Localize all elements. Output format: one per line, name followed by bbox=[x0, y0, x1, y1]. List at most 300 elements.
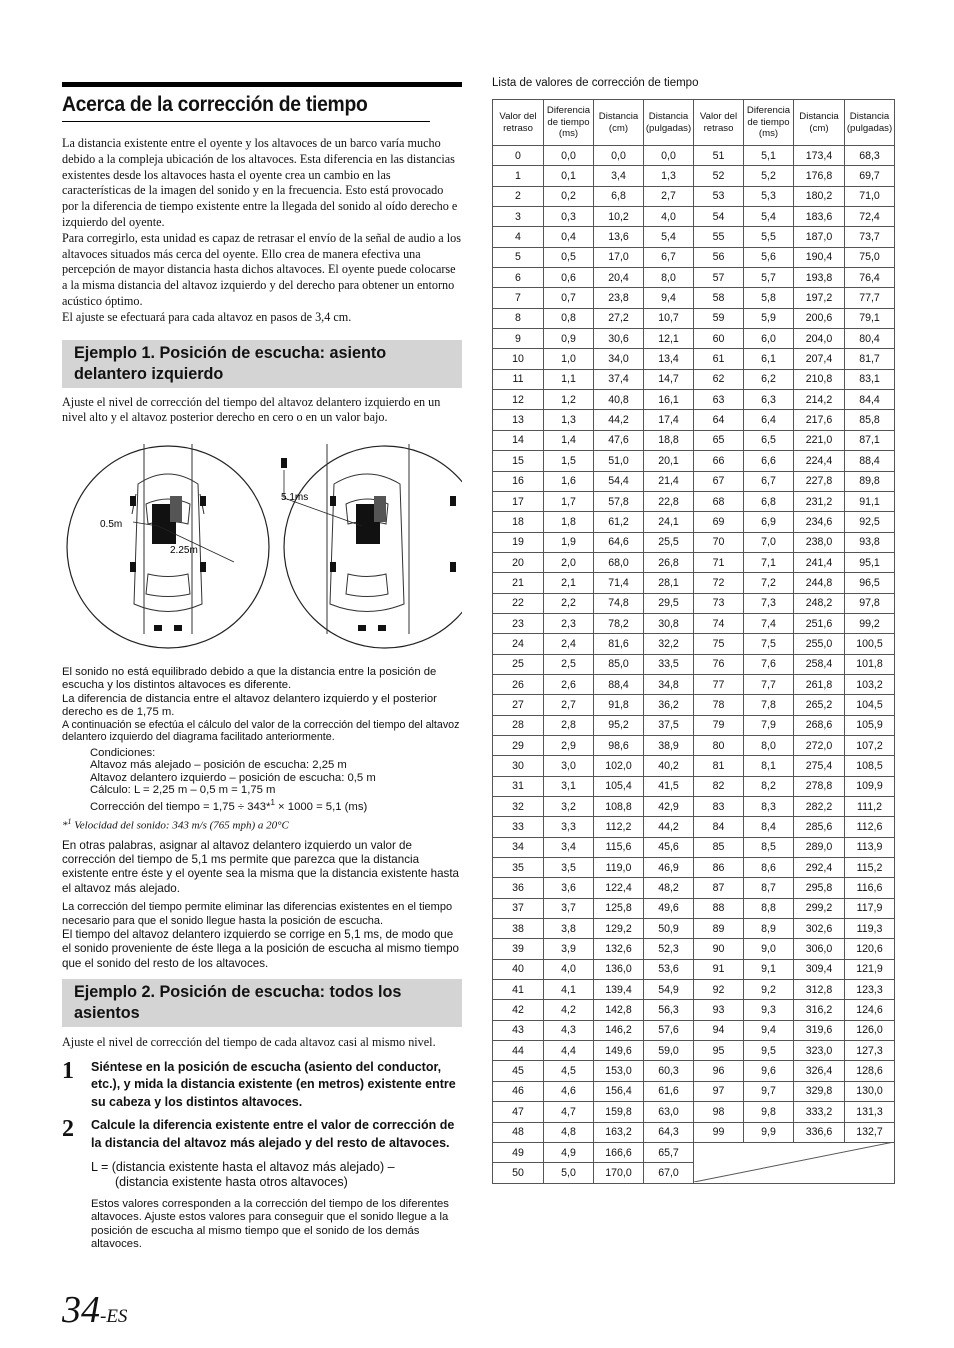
table-cell: 74 bbox=[694, 613, 744, 633]
step-text: Siéntese en la posición de escucha (asiento del conductor, etc.), y mida la distancia existente (en metros) existente entre su cabeza y los distintos altavoces. bbox=[91, 1059, 456, 1109]
table-row bbox=[493, 491, 895, 511]
table-cell: 85,0 bbox=[594, 654, 644, 674]
table-cell: 1,4 bbox=[544, 430, 594, 450]
calc-prefix: Corrección del tiempo = 1,75 ÷ 343* bbox=[90, 800, 271, 813]
table-cell: 58 bbox=[694, 288, 744, 308]
table-cell: 193,8 bbox=[794, 268, 845, 288]
table-cell: 84,4 bbox=[845, 390, 895, 410]
table-cell: 4,4 bbox=[544, 1041, 594, 1061]
example2-text: Ajuste el nivel de corrección del tiempo de cada altavoz casi al mismo nivel. bbox=[62, 1034, 436, 1049]
table-cell: 54,4 bbox=[594, 471, 644, 491]
table-cell: 68,3 bbox=[845, 146, 895, 166]
table-cell: 113,9 bbox=[845, 837, 895, 857]
table-cell: 12 bbox=[493, 390, 544, 410]
table-cell: 1,8 bbox=[544, 512, 594, 532]
table-row bbox=[493, 308, 895, 328]
table-cell: 25,5 bbox=[644, 532, 694, 552]
table-cell: 4,9 bbox=[544, 1142, 594, 1162]
table-cell: 2,0 bbox=[544, 552, 594, 572]
table-cell: 68 bbox=[694, 491, 744, 511]
table-cell: 18 bbox=[493, 512, 544, 532]
table-cell: 0,7 bbox=[544, 288, 594, 308]
table-cell: 84 bbox=[694, 817, 744, 837]
table-cell: 7,8 bbox=[744, 695, 794, 715]
table-cell: 4,0 bbox=[644, 207, 694, 227]
table-cell: 146,2 bbox=[594, 1020, 644, 1040]
table-cell: 127,3 bbox=[845, 1041, 895, 1061]
table-cell: 45 bbox=[493, 1061, 544, 1081]
table-cell: 24 bbox=[493, 634, 544, 654]
calc-sup: 1 bbox=[270, 797, 275, 807]
table-row bbox=[493, 186, 895, 206]
table-cell: 265,2 bbox=[794, 695, 845, 715]
table-cell: 61,2 bbox=[594, 512, 644, 532]
table-cell: 96 bbox=[694, 1061, 744, 1081]
table-cell: 1,7 bbox=[544, 491, 594, 511]
table-cell: 25 bbox=[493, 654, 544, 674]
table-cell: 7,1 bbox=[744, 552, 794, 572]
table-cell: 104,5 bbox=[845, 695, 895, 715]
table-cell: 4,7 bbox=[544, 1102, 594, 1122]
table-cell: 32 bbox=[493, 797, 544, 817]
table-row bbox=[493, 715, 895, 735]
table-cell: 2,2 bbox=[544, 593, 594, 613]
table-cell: 87,1 bbox=[845, 430, 895, 450]
table-cell: 64 bbox=[694, 410, 744, 430]
table-row bbox=[493, 451, 895, 471]
table-cell: 3,9 bbox=[544, 939, 594, 959]
table-cell: 2,7 bbox=[544, 695, 594, 715]
table-cell: 336,6 bbox=[794, 1122, 845, 1142]
empty-cell-diagonal bbox=[694, 1142, 894, 1182]
table-cell: 19 bbox=[493, 532, 544, 552]
table-cell: 31 bbox=[493, 776, 544, 796]
table-cell: 124,6 bbox=[845, 1000, 895, 1020]
table-cell: 99,2 bbox=[845, 613, 895, 633]
table-cell: 115,2 bbox=[845, 858, 895, 878]
table-cell: 91 bbox=[694, 959, 744, 979]
table-cell: 16 bbox=[493, 471, 544, 491]
table-cell: 80,4 bbox=[845, 329, 895, 349]
table-cell: 3,3 bbox=[544, 817, 594, 837]
table-cell: 10,7 bbox=[644, 308, 694, 328]
header-cell: Diferencia de tiempo (ms) bbox=[544, 100, 594, 146]
table-cell: 54,9 bbox=[644, 980, 694, 1000]
table-cell: 57,8 bbox=[594, 491, 644, 511]
table-cell: 108,8 bbox=[594, 797, 644, 817]
table-cell: 57,6 bbox=[644, 1020, 694, 1040]
table-row bbox=[493, 593, 895, 613]
table-cell: 200,6 bbox=[794, 308, 845, 328]
table-cell: 278,8 bbox=[794, 776, 845, 796]
table-cell: 41,5 bbox=[644, 776, 694, 796]
table-row bbox=[493, 1000, 895, 1020]
table-cell: 5,5 bbox=[744, 227, 794, 247]
header-cell: Distancia (pulgadas) bbox=[644, 100, 694, 146]
table-cell: 44 bbox=[493, 1041, 544, 1061]
table-cell: 2,7 bbox=[644, 186, 694, 206]
header-cell: Valor del retraso bbox=[493, 100, 544, 146]
table-cell: 33 bbox=[493, 817, 544, 837]
table-cell: 56,3 bbox=[644, 1000, 694, 1020]
table-cell: 5 bbox=[493, 247, 544, 267]
table-cell: 4,6 bbox=[544, 1081, 594, 1101]
step-number: 2 bbox=[62, 1116, 74, 1143]
table-row bbox=[493, 735, 895, 755]
table-cell: 3,2 bbox=[544, 797, 594, 817]
table-cell: 5,8 bbox=[744, 288, 794, 308]
table-cell: 65 bbox=[694, 430, 744, 450]
table-cell: 89 bbox=[694, 919, 744, 939]
table-cell: 71,0 bbox=[845, 186, 895, 206]
table-cell: 1,6 bbox=[544, 471, 594, 491]
table-row bbox=[493, 390, 895, 410]
table-cell: 73,7 bbox=[845, 227, 895, 247]
table-cell: 173,4 bbox=[794, 146, 845, 166]
table-cell: 9,2 bbox=[744, 980, 794, 1000]
table-cell: 3,1 bbox=[544, 776, 594, 796]
table-cell: 13,4 bbox=[644, 349, 694, 369]
table-cell: 6,0 bbox=[744, 329, 794, 349]
table-cell: 0,8 bbox=[544, 308, 594, 328]
table-cell: 8,2 bbox=[744, 776, 794, 796]
table-cell: 9,9 bbox=[744, 1122, 794, 1142]
table-cell: 7 bbox=[493, 288, 544, 308]
table-row bbox=[493, 898, 895, 918]
table-cell: 6,7 bbox=[644, 247, 694, 267]
table-cell: 316,2 bbox=[794, 1000, 845, 1020]
table-cell: 326,4 bbox=[794, 1061, 845, 1081]
table-cell: 1,3 bbox=[544, 410, 594, 430]
table-cell: 1,2 bbox=[544, 390, 594, 410]
table-cell: 6,1 bbox=[744, 349, 794, 369]
table-row bbox=[493, 207, 895, 227]
table-cell: 166,6 bbox=[594, 1142, 644, 1162]
table-cell: 309,4 bbox=[794, 959, 845, 979]
table-cell: 4,0 bbox=[544, 959, 594, 979]
car-diagram-svg bbox=[62, 434, 462, 656]
table-cell: 32,2 bbox=[644, 634, 694, 654]
calculation-line bbox=[90, 797, 462, 813]
table-cell: 9,3 bbox=[744, 1000, 794, 1020]
table-cell: 2,6 bbox=[544, 674, 594, 694]
footnote-mark: * bbox=[62, 819, 68, 832]
table-cell: 136,0 bbox=[594, 959, 644, 979]
table-cell: 18,8 bbox=[644, 430, 694, 450]
table-cell: 6,7 bbox=[744, 471, 794, 491]
table-cell: 67 bbox=[694, 471, 744, 491]
example1-p5: La corrección del tiempo permite eliminar las diferencias existentes en el tiempo necesario para que el sonido llegue hasta la posición de escucha. bbox=[62, 900, 453, 927]
table-cell: 38,9 bbox=[644, 735, 694, 755]
table-cell: 59,0 bbox=[644, 1041, 694, 1061]
table-cell: 82 bbox=[694, 776, 744, 796]
table-cell: 26 bbox=[493, 674, 544, 694]
table-cell: 312,8 bbox=[794, 980, 845, 1000]
table-cell: 9,4 bbox=[744, 1020, 794, 1040]
table-cell: 53 bbox=[694, 186, 744, 206]
example1-text: Ajuste el nivel de corrección del tiempo del altavoz delantero izquierdo en un nivel alto y el altavoz posterior derecho en cero o en un valor bajo. bbox=[62, 394, 441, 425]
table-cell: 28,1 bbox=[644, 573, 694, 593]
table-cell: 50 bbox=[493, 1163, 544, 1183]
table-cell: 24,1 bbox=[644, 512, 694, 532]
table-cell: 3,6 bbox=[544, 878, 594, 898]
table-cell: 9,4 bbox=[644, 288, 694, 308]
table-cell: 46,9 bbox=[644, 858, 694, 878]
speaker-diagram bbox=[62, 434, 462, 656]
table-cell: 30,8 bbox=[644, 613, 694, 633]
table-cell: 13 bbox=[493, 410, 544, 430]
label-2-25m: 2.25m bbox=[170, 545, 198, 557]
table-cell: 109,9 bbox=[845, 776, 895, 796]
table-cell: 126,0 bbox=[845, 1020, 895, 1040]
table-cell: 101,8 bbox=[845, 654, 895, 674]
table-cell: 0,6 bbox=[544, 268, 594, 288]
table-header-row bbox=[493, 100, 895, 146]
table-cell: 282,2 bbox=[794, 797, 845, 817]
intro-paragraph: El ajuste se efectuará para cada altavoz en pasos de 3,4 cm. bbox=[62, 309, 352, 324]
table-cell: 89,8 bbox=[845, 471, 895, 491]
table-cell: 47 bbox=[493, 1102, 544, 1122]
table-cell: 83 bbox=[694, 797, 744, 817]
table-cell: 61 bbox=[694, 349, 744, 369]
table-cell: 97,8 bbox=[845, 593, 895, 613]
table-cell: 7,4 bbox=[744, 613, 794, 633]
table-cell: 39 bbox=[493, 939, 544, 959]
table-cell: 132,6 bbox=[594, 939, 644, 959]
table-cell: 78 bbox=[694, 695, 744, 715]
table-row bbox=[493, 858, 895, 878]
table-cell: 244,8 bbox=[794, 573, 845, 593]
correction-table bbox=[492, 99, 895, 1184]
speakers-right bbox=[281, 458, 456, 631]
table-cell: 323,0 bbox=[794, 1041, 845, 1061]
intro-paragraph: Para corregirlo, esta unidad es capaz de retrasar el envío de la señal de audio a los altavoces situados más cerca del oyente. Ello crea de manera efectiva una percepción de mayor distancia hasta dichos altavoces. El oyente puede colocarse a la misma distancia del altavoz izquierdo y del derecho para obtener un entorno acústico óptimo. bbox=[62, 230, 461, 308]
table-cell: 1,5 bbox=[544, 451, 594, 471]
table-row bbox=[493, 674, 895, 694]
table-cell: 251,6 bbox=[794, 613, 845, 633]
table-cell: 95 bbox=[694, 1041, 744, 1061]
table-row bbox=[493, 268, 895, 288]
example1-p4: En otras palabras, asignar al altavoz delantero izquierdo un valor de corrección del tiempo de 5,1 ms permite que parezca que la distancia existente entre éste y el oyente sea la misma que la distancia existente hasta el altavoz más alejado. bbox=[62, 838, 459, 895]
table-row bbox=[493, 613, 895, 633]
table-cell: 38 bbox=[493, 919, 544, 939]
table-cell: 156,4 bbox=[594, 1081, 644, 1101]
table-row bbox=[493, 573, 895, 593]
footnote bbox=[62, 815, 462, 833]
table-row bbox=[493, 695, 895, 715]
table-cell: 5,4 bbox=[744, 207, 794, 227]
table-cell: 163,2 bbox=[594, 1122, 644, 1142]
listening-circle-left bbox=[67, 446, 269, 648]
table-row bbox=[493, 1081, 895, 1101]
table-row bbox=[493, 919, 895, 939]
table-row bbox=[493, 1102, 895, 1122]
table-cell: 6,8 bbox=[594, 186, 644, 206]
table-cell: 53,6 bbox=[644, 959, 694, 979]
table-cell: 5,6 bbox=[744, 247, 794, 267]
seat-right-2 bbox=[374, 496, 386, 522]
table-cell: 8,7 bbox=[744, 878, 794, 898]
table-cell: 3,4 bbox=[594, 166, 644, 186]
condition-line: Altavoz más alejado – posición de escucha: 2,25 m bbox=[90, 759, 347, 772]
table-cell: 43 bbox=[493, 1020, 544, 1040]
table-cell: 285,6 bbox=[794, 817, 845, 837]
table-cell: 258,4 bbox=[794, 654, 845, 674]
table-cell: 17,4 bbox=[644, 410, 694, 430]
table-cell: 52 bbox=[694, 166, 744, 186]
table-row bbox=[493, 1061, 895, 1081]
table-cell: 2,1 bbox=[544, 573, 594, 593]
table-cell: 6 bbox=[493, 268, 544, 288]
header-cell: Valor del retraso bbox=[694, 100, 744, 146]
table-cell: 77,7 bbox=[845, 288, 895, 308]
table-cell: 0,4 bbox=[544, 227, 594, 247]
table-cell: 306,0 bbox=[794, 939, 845, 959]
table-cell: 81 bbox=[694, 756, 744, 776]
footnote-sup: 1 bbox=[67, 817, 72, 827]
table-cell: 121,9 bbox=[845, 959, 895, 979]
table-cell: 72 bbox=[694, 573, 744, 593]
table-cell: 98,6 bbox=[594, 735, 644, 755]
table-cell: 63,0 bbox=[644, 1102, 694, 1122]
condition-line: Cálculo: L = 2,25 m – 0,5 m = 1,75 m bbox=[90, 784, 276, 797]
table-cell: 0 bbox=[493, 146, 544, 166]
page-number bbox=[62, 1288, 127, 1332]
table-cell: 238,0 bbox=[794, 532, 845, 552]
table-cell: 34,8 bbox=[644, 674, 694, 694]
table-cell: 130,0 bbox=[845, 1081, 895, 1101]
table-cell: 46 bbox=[493, 1081, 544, 1101]
table-cell: 0,3 bbox=[544, 207, 594, 227]
table-cell: 2,3 bbox=[544, 613, 594, 633]
table-cell: 272,0 bbox=[794, 735, 845, 755]
label-0-5m: 0.5m bbox=[100, 519, 123, 531]
table-cell: 120,6 bbox=[845, 939, 895, 959]
table-cell: 180,2 bbox=[794, 186, 845, 206]
table-cell: 214,2 bbox=[794, 390, 845, 410]
table-row bbox=[493, 146, 895, 166]
table-cell: 9,0 bbox=[744, 939, 794, 959]
table-cell: 105,4 bbox=[594, 776, 644, 796]
table-cell: 0,5 bbox=[544, 247, 594, 267]
table-cell: 52,3 bbox=[644, 939, 694, 959]
table-cell: 9,6 bbox=[744, 1061, 794, 1081]
table-cell: 42 bbox=[493, 1000, 544, 1020]
table-cell: 6,8 bbox=[744, 491, 794, 511]
table-cell: 8,0 bbox=[644, 268, 694, 288]
listening-circle-right bbox=[284, 446, 462, 648]
table-row bbox=[493, 837, 895, 857]
table-cell: 13,6 bbox=[594, 227, 644, 247]
table-cell: 231,2 bbox=[794, 491, 845, 511]
table-cell: 94 bbox=[694, 1020, 744, 1040]
table-cell: 302,6 bbox=[794, 919, 845, 939]
table-row bbox=[493, 878, 895, 898]
table-cell: 9,1 bbox=[744, 959, 794, 979]
table-cell: 8,6 bbox=[744, 858, 794, 878]
table-cell: 40,8 bbox=[594, 390, 644, 410]
table-cell: 87 bbox=[694, 878, 744, 898]
table-cell: 7,5 bbox=[744, 634, 794, 654]
table-cell: 183,6 bbox=[794, 207, 845, 227]
table-cell: 119,3 bbox=[845, 919, 895, 939]
table-cell: 5,4 bbox=[644, 227, 694, 247]
table-cell: 40,2 bbox=[644, 756, 694, 776]
table-cell: 100,5 bbox=[845, 634, 895, 654]
table-cell: 5,2 bbox=[744, 166, 794, 186]
table-row bbox=[493, 430, 895, 450]
conditions-block bbox=[90, 747, 462, 813]
header-cell: Distancia (cm) bbox=[794, 100, 845, 146]
table-cell: 2,9 bbox=[544, 735, 594, 755]
table-cell: 8 bbox=[493, 308, 544, 328]
table-cell: 0,1 bbox=[544, 166, 594, 186]
table-cell: 7,3 bbox=[744, 593, 794, 613]
table-cell: 119,0 bbox=[594, 858, 644, 878]
table-cell: 289,0 bbox=[794, 837, 845, 857]
table-cell: 4,5 bbox=[544, 1061, 594, 1081]
table-cell: 234,6 bbox=[794, 512, 845, 532]
table-cell: 207,4 bbox=[794, 349, 845, 369]
table-cell: 36,2 bbox=[644, 695, 694, 715]
table-cell: 129,2 bbox=[594, 919, 644, 939]
table-cell: 93 bbox=[694, 1000, 744, 1020]
table-cell: 29 bbox=[493, 735, 544, 755]
table-cell: 99 bbox=[694, 1122, 744, 1142]
condition-line: Altavoz delantero izquierdo – posición de escucha: 0,5 m bbox=[90, 771, 376, 784]
table-row bbox=[493, 512, 895, 532]
table-cell: 159,8 bbox=[594, 1102, 644, 1122]
table-cell: 35 bbox=[493, 858, 544, 878]
table-cell: 102,0 bbox=[594, 756, 644, 776]
table-cell: 51 bbox=[694, 146, 744, 166]
table-cell: 75,0 bbox=[845, 247, 895, 267]
table-cell: 20,1 bbox=[644, 451, 694, 471]
table-cell: 6,6 bbox=[744, 451, 794, 471]
table-cell: 333,2 bbox=[794, 1102, 845, 1122]
header-cell: Distancia (pulgadas) bbox=[845, 100, 895, 146]
table-cell: 9,5 bbox=[744, 1041, 794, 1061]
table-cell: 78,2 bbox=[594, 613, 644, 633]
table-cell: 37 bbox=[493, 898, 544, 918]
table-cell: 299,2 bbox=[794, 898, 845, 918]
table-cell: 48 bbox=[493, 1122, 544, 1142]
table-row bbox=[493, 410, 895, 430]
table-cell: 28 bbox=[493, 715, 544, 735]
table-cell: 8,4 bbox=[744, 817, 794, 837]
header-cell: Diferencia de tiempo (ms) bbox=[744, 100, 794, 146]
table-cell: 42,9 bbox=[644, 797, 694, 817]
table-cell: 37,5 bbox=[644, 715, 694, 735]
table-cell: 6,5 bbox=[744, 430, 794, 450]
table-cell: 11 bbox=[493, 369, 544, 389]
table-cell: 5,3 bbox=[744, 186, 794, 206]
table-cell: 9,7 bbox=[744, 1081, 794, 1101]
table-row bbox=[493, 980, 895, 1000]
table-cell: 6,4 bbox=[744, 410, 794, 430]
table-cell: 0,0 bbox=[594, 146, 644, 166]
intro bbox=[62, 136, 462, 326]
table-row bbox=[493, 369, 895, 389]
table-cell: 255,0 bbox=[794, 634, 845, 654]
table-cell: 95,1 bbox=[845, 552, 895, 572]
example1-heading: Ejemplo 1. Posición de escucha: asiento delantero izquierdo bbox=[62, 340, 462, 388]
table-cell: 88,4 bbox=[845, 451, 895, 471]
table-cell: 241,4 bbox=[794, 552, 845, 572]
seat-left-2 bbox=[170, 496, 182, 522]
page-title: Acerca de la corrección de tiempo bbox=[62, 87, 430, 122]
table-cell: 97 bbox=[694, 1081, 744, 1101]
